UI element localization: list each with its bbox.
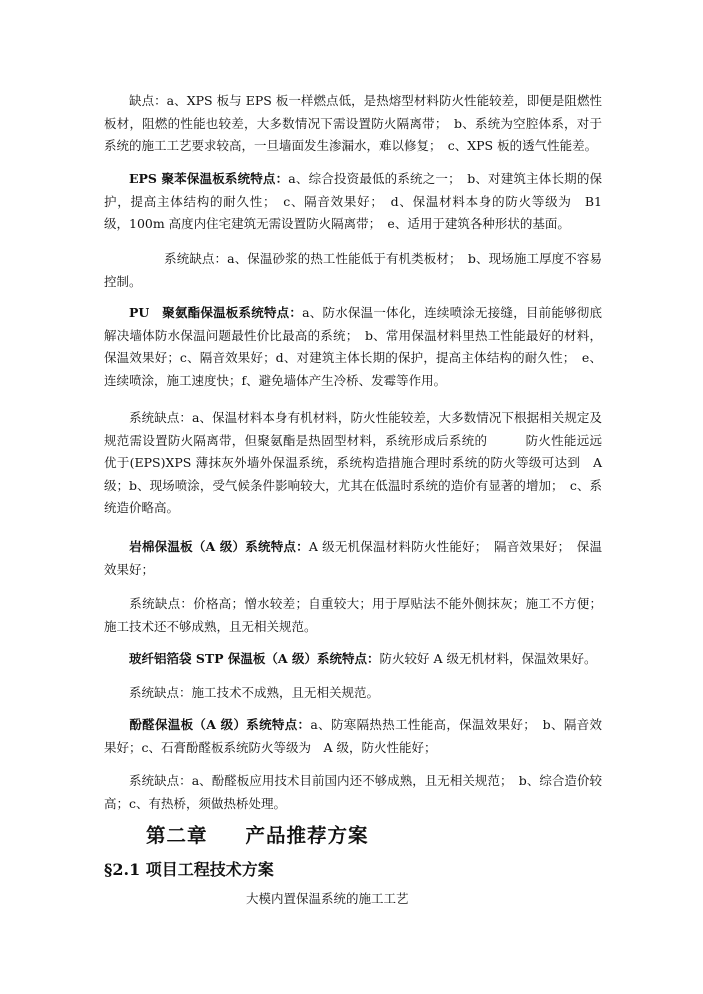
paragraph-lead: 玻纤铝箔袋 STP 保温板（A 级）系统特点： <box>129 651 380 666</box>
chapter-heading <box>146 822 369 850</box>
paragraph-text: 系统缺点：a、保温砂浆的热工性能低于有机类板材； b、现场施工厚度不容易控制。 <box>104 251 602 289</box>
section-heading: §2.1 项目工程技术方案 <box>104 860 274 879</box>
paragraph-lead: 岩棉保温板（A 级）系统特点： <box>129 539 309 554</box>
paragraph-lead: EPS 聚苯保温板系统特点： <box>129 171 289 186</box>
chapter-number: 第二章 <box>146 824 208 847</box>
paragraph-text: 系统缺点：a、保温材料本身有机材料，防火性能较差，大多数情况下根据相关规定及规范需设置防火隔离带，但聚氨酯是热固型材料，系统形成后系统的 防火性能远远优于(EPS)XPS 薄抹灰外墙外保温系统，系统构造措施合理时系统的防火等级可达到 A 级；b、现场喷涂，受气候条件影响较大，尤其在低温时系统的造价有显著的增加； c、系统造价略高。 <box>104 410 602 515</box>
paragraph-text: a、防寒隔热热工性能高，保温效果好； b、隔音效果好；c、石膏酚醛板系统防火等级为 A 级，防火性能好； <box>104 717 602 755</box>
paragraph-text: a、防水保温一体化，连续喷涂无接缝，目前能够彻底解决墙体防水保温问题最性价比最高的系统； b、常用保温材料里热工性能最好的材料，保温效果好；c、隔音效果好；d、对建筑主体长期的保护，提高主体结构的耐久性； e、连续喷涂，施工速度快；f、避免墙体产生冷桥、发霉等作用。 <box>104 305 602 388</box>
paragraph-lead: 酚醛保温板（A 级）系统特点： <box>129 717 311 732</box>
paragraph-pu-drawbacks <box>104 407 602 520</box>
paragraph-text: a、综合投资最低的系统之一； b、对建筑主体长期的保护，提高主体结构的耐久性； c、隔音效果好； d、保温材料本身的防火等级为 B1 级，100m 高度内住宅建筑无需设置防火隔离带； e、适用于建筑各种形状的基面。 <box>104 171 602 231</box>
paragraph-pu-features <box>104 302 602 392</box>
paragraph-eps-features <box>104 168 602 236</box>
paragraph-phenolic-features <box>104 714 602 759</box>
paragraph-text: A 级无机保温材料防火性能好； 隔音效果好； 保温效果好； <box>104 539 602 577</box>
paragraph-phenolic-drawbacks <box>104 770 602 815</box>
paragraph-text: 系统缺点：施工技术不成熟，且无相关规范。 <box>129 685 380 700</box>
paragraph-text: 防火较好 A 级无机材料，保温效果好。 <box>379 651 597 666</box>
paragraph-text: 系统缺点：a、酚醛板应用技术目前国内还不够成熟，且无相关规范； b、综合造价较高；c、有热桥，须做热桥处理。 <box>104 773 602 811</box>
paragraph-stp-drawbacks <box>104 682 602 705</box>
paragraph-text: 缺点：a、XPS 板与 EPS 板一样燃点低，是热熔型材料防火性能较差，即便是阻燃性板材，阻燃的性能也较差，大多数情况下需设置防火隔离带； b、系统为空腔体系，对于系统的施工工艺要求较高，一旦墙面发生渗漏水，难以修复； c、XPS 板的透气性能差。 <box>104 93 602 153</box>
paragraph-eps-drawbacks <box>104 248 602 293</box>
chapter-title: 产品推荐方案 <box>245 824 369 847</box>
paragraph-rockwool-drawbacks <box>104 593 602 638</box>
paragraph-stp-features <box>104 648 602 671</box>
paragraph-lead: PU 聚氨酯保温板系统特点： <box>129 305 303 320</box>
paragraph-xps-drawbacks <box>104 90 602 158</box>
paragraph-text: 系统缺点：价格高；憎水较差；自重较大；用于厚贴法不能外侧抹灰；施工不方便；施工技术还不够成熟，且无相关规范。 <box>104 596 602 634</box>
subheading: 大模内置保温系统的施工工艺 <box>246 891 409 906</box>
paragraph-rockwool-features <box>104 536 602 581</box>
